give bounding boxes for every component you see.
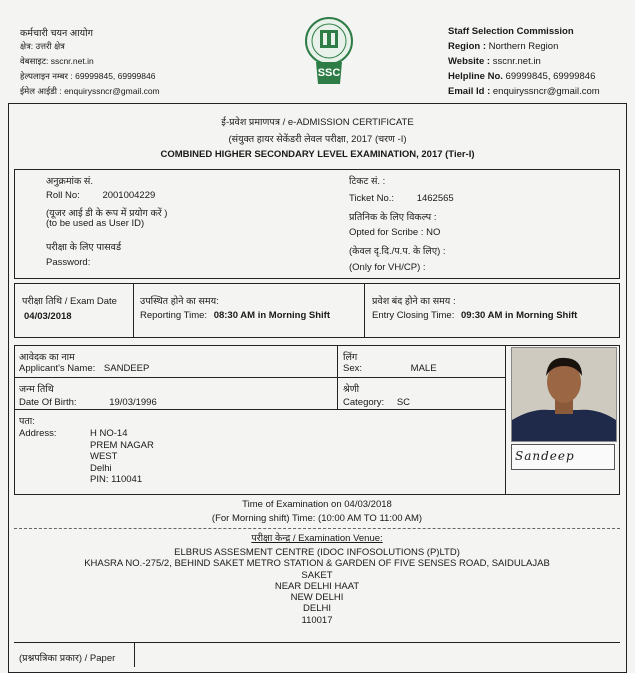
- ticket-label-hindi: टिकट सं. :: [349, 176, 386, 187]
- address-line: Delhi: [90, 462, 112, 474]
- title-line2: (संयुक्त हायर सेकेंडरी लेवल परीक्षा, 2017 (चरण -I): [228, 134, 407, 145]
- exam-time-line1: Time of Examination on 04/03/2018: [242, 499, 392, 510]
- venue-line: SAKET: [301, 569, 333, 581]
- header-helpline-row: [448, 71, 595, 82]
- entry-hindi: प्रवेश बंद होने का समय :: [372, 296, 456, 307]
- sex-hindi: लिंग: [343, 352, 358, 363]
- entry-value: 09:30 AM in Morning Shift: [461, 310, 578, 321]
- roll-label: Roll No:: [46, 190, 80, 201]
- address-label: Address:: [19, 428, 57, 439]
- reporting-hindi: उपस्थित होने का समय:: [140, 296, 219, 307]
- reporting-value: 08:30 AM in Morning Shift: [213, 310, 330, 321]
- header-helpline-label: Helpline No.: [448, 71, 503, 82]
- userid-hindi: (यूजर आई डी के रूप में प्रयोग करें ): [46, 208, 168, 219]
- address-line: H NO-14: [90, 428, 128, 439]
- header-website-row: [448, 56, 541, 67]
- category-row: [343, 397, 410, 408]
- address-line: WEST: [90, 451, 118, 462]
- signature: Sandeep: [515, 449, 575, 463]
- exam-date-value: 04/03/2018: [24, 311, 72, 322]
- password-hindi: परीक्षा के लिए पासवर्ड: [46, 242, 122, 253]
- dob-label: Date Of Birth:: [19, 397, 77, 408]
- ticket-row: [349, 193, 454, 204]
- venue-line: ELBRUS ASSESMENT CENTRE (IDOC INFOSOLUTIONS (P)LTD): [174, 547, 460, 558]
- venue-line: DELHI: [303, 603, 331, 615]
- header-region-row: [448, 41, 558, 52]
- header-region-hindi: क्षेत्र: उत्तरी क्षेत्र: [20, 41, 65, 51]
- entry-row: [372, 310, 577, 321]
- address-line: PIN: 110041: [90, 474, 143, 485]
- applicant-name-label: Applicant's Name:: [19, 363, 96, 374]
- reporting-label: Reporting Time:: [140, 310, 208, 321]
- header-email-row: [448, 86, 600, 97]
- dob-row: [19, 397, 157, 408]
- category-value: SC: [396, 397, 411, 408]
- header-website-value: sscnr.net.in: [492, 56, 541, 67]
- address-line: PREM NAGAR: [90, 439, 154, 451]
- candidate-photo: [511, 347, 617, 442]
- header-email-value: enquiryssncr@gmail.com: [492, 86, 600, 97]
- ticket-label: Ticket No.:: [349, 193, 395, 204]
- applicant-name-hindi: आवेदक का नाम: [19, 352, 75, 363]
- header-website-label: Website :: [448, 56, 491, 67]
- ssc-logo-text: SSC: [317, 67, 341, 79]
- category-label: Category:: [343, 397, 385, 408]
- venue-heading: परीक्षा केन्द्र / Examination Venue:: [251, 533, 383, 544]
- venue-line: 110017: [301, 614, 333, 626]
- entry-label: Entry Closing Time:: [372, 310, 455, 321]
- exam-date-label: परीक्षा तिथि / Exam Date: [22, 296, 117, 307]
- roll-label-hindi: अनुक्रमांक सं.: [46, 176, 93, 187]
- applicant-name-row: [19, 363, 149, 374]
- dob-value: 19/03/1996: [109, 397, 157, 408]
- roll-value: 2001004229: [102, 190, 156, 201]
- address-block: [90, 428, 154, 486]
- paper-type-label: (प्रश्नपत्रिका प्रकार) / Paper: [19, 653, 116, 664]
- exam-time-line2: (For Morning shift) Time: (10:00 AM TO 11:00 AM): [211, 513, 423, 524]
- reporting-row: [140, 310, 330, 321]
- title-line1: ई-प्रवेश प्रमाणपत्र / e-ADMISSION CERTIFICATE: [221, 117, 414, 128]
- header-website-hindi: वेबसाइट: sscnr.net.in: [20, 56, 94, 66]
- header-region-value: Northern Region: [488, 41, 559, 52]
- applicant-name-value: SANDEEP: [103, 363, 150, 374]
- header-region-label: Region :: [448, 41, 486, 52]
- sex-value: MALE: [410, 363, 437, 374]
- venue-line: NEAR DELHI HAAT: [274, 580, 360, 592]
- sex-label: Sex:: [343, 363, 363, 374]
- scribe-hindi: प्रतिनिक के लिए विकल्प :: [349, 212, 437, 223]
- header-helpline-hindi: हेल्पलाइन नम्बर : 69999845, 69999846: [20, 71, 156, 81]
- header-org: Staff Selection Commission: [448, 26, 574, 37]
- scribe-value: Opted for Scribe : NO: [349, 227, 441, 238]
- venue-line: NEW DELHI: [290, 592, 344, 604]
- header-helpline-value: 69999845, 69999846: [505, 71, 596, 82]
- userid-note: (to be used as User ID): [46, 218, 145, 229]
- category-hindi: श्रेणी: [343, 384, 360, 395]
- header-email-hindi: ईमेल आईडी : enquiryssncr@gmail.com: [20, 86, 160, 96]
- vh-hindi: (केवल दृ.दि./प.प. के लिए) :: [349, 246, 446, 257]
- sex-row: [343, 363, 437, 374]
- dob-hindi: जन्म तिथि: [19, 384, 54, 395]
- venue-address: [14, 547, 620, 626]
- header-org-hindi: कर्मचारी चयन आयोग: [20, 28, 93, 39]
- vh-label: (Only for VH/CP) :: [349, 262, 426, 273]
- address-hindi: पता:: [19, 416, 35, 427]
- venue-line: KHASRA NO.-275/2, BEHIND SAKET METRO STATION & GARDEN OF FIVE SENSES ROAD, SAIDULAJAB: [84, 558, 550, 570]
- title-line3: COMBINED HIGHER SECONDARY LEVEL EXAMINATION, 2017 (Tier-I): [160, 149, 475, 160]
- ticket-value: 1462565: [416, 193, 454, 204]
- password-label: Password:: [46, 257, 91, 268]
- header-email-label: Email Id :: [448, 86, 491, 97]
- roll-row: [46, 190, 155, 201]
